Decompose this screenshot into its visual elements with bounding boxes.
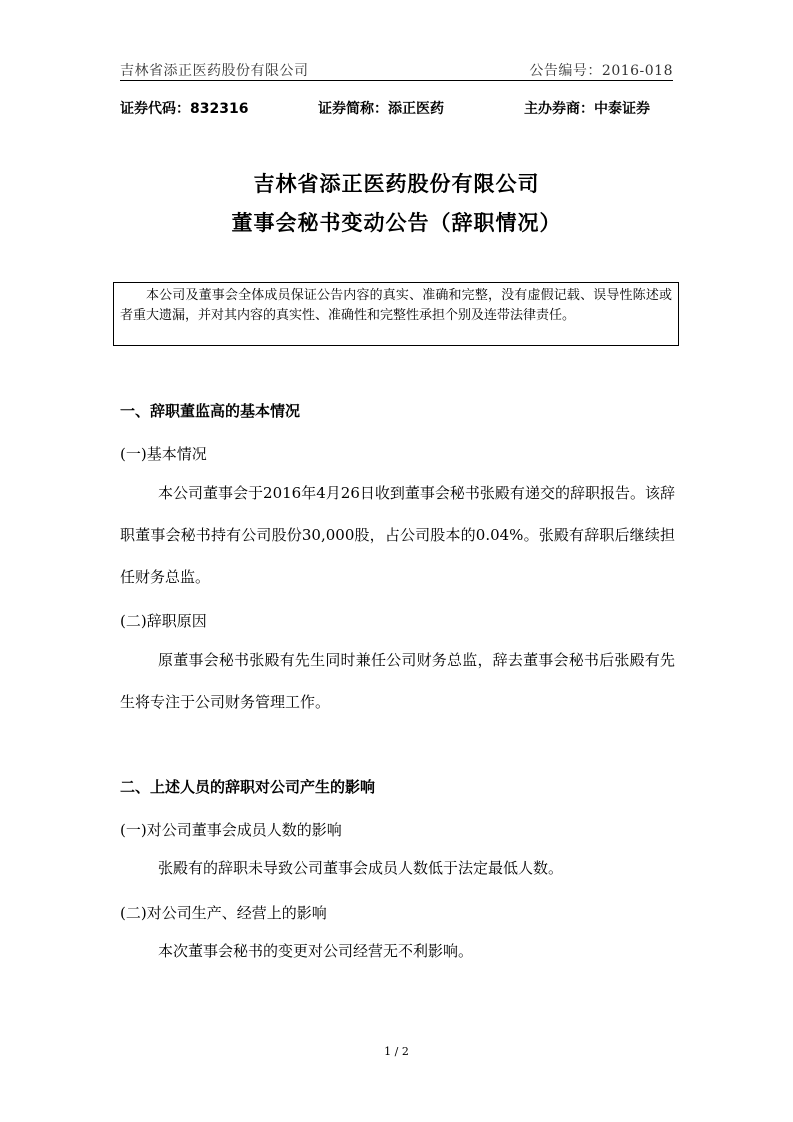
section-2-2-text: 本次董事会秘书的变更对公司经营无不利影响。 — [158, 942, 474, 960]
section-1-1-heading: (一)基本情况 — [120, 445, 207, 463]
document-title-notice: 董事会秘书变动公告（辞职情况） — [231, 211, 562, 235]
section-2-2-heading: (二)对公司生产、经营上的影响 — [120, 904, 327, 922]
page-number: 1 / 2 — [384, 1045, 409, 1058]
section-1-heading: 一、辞职董监高的基本情况 — [120, 402, 301, 420]
section-2-1-heading: (一)对公司董事会成员人数的影响 — [120, 821, 342, 839]
sponsor-broker: 主办券商：中泰证券 — [524, 101, 650, 117]
section-1-2-text: 原董事会秘书张殿有先生同时兼任公司财务总监，辞去董事会秘书后张殿有先生将专注于公司财务管理工作。 — [120, 651, 675, 711]
page-header — [120, 58, 673, 81]
securities-code: 证券代码：832316 — [120, 101, 249, 117]
securities-abbreviation: 证券简称：添正医药 — [318, 101, 444, 117]
header-company-name: 吉林省添正医药股份有限公司 — [120, 63, 309, 79]
document-title-company: 吉林省添正医药股份有限公司 — [253, 172, 540, 196]
section-1-1-text: 本公司董事会于2016年4月26日收到董事会秘书张殿有递交的辞职报告。该辞职董事会秘书持有公司股份30,000股，占公司股本的0.04%。张殿有辞职后继续担任财务总监。 — [120, 484, 675, 586]
disclaimer-box: 本公司及董事会全体成员保证公告内容的真实、准确和完整，没有虚假记载、误导性陈述或者重大遗漏，并对其内容的真实性、准确性和完整性承担个别及连带法律责任。 — [113, 282, 679, 346]
section-2-heading: 二、上述人员的辞职对公司产生的影响 — [120, 778, 376, 796]
header-notice-number: 公告编号：2016-018 — [529, 63, 673, 79]
section-1-2-heading: (二)辞职原因 — [120, 612, 207, 630]
section-2-1-text: 张殿有的辞职未导致公司董事会成员人数低于法定最低人数。 — [158, 859, 564, 877]
